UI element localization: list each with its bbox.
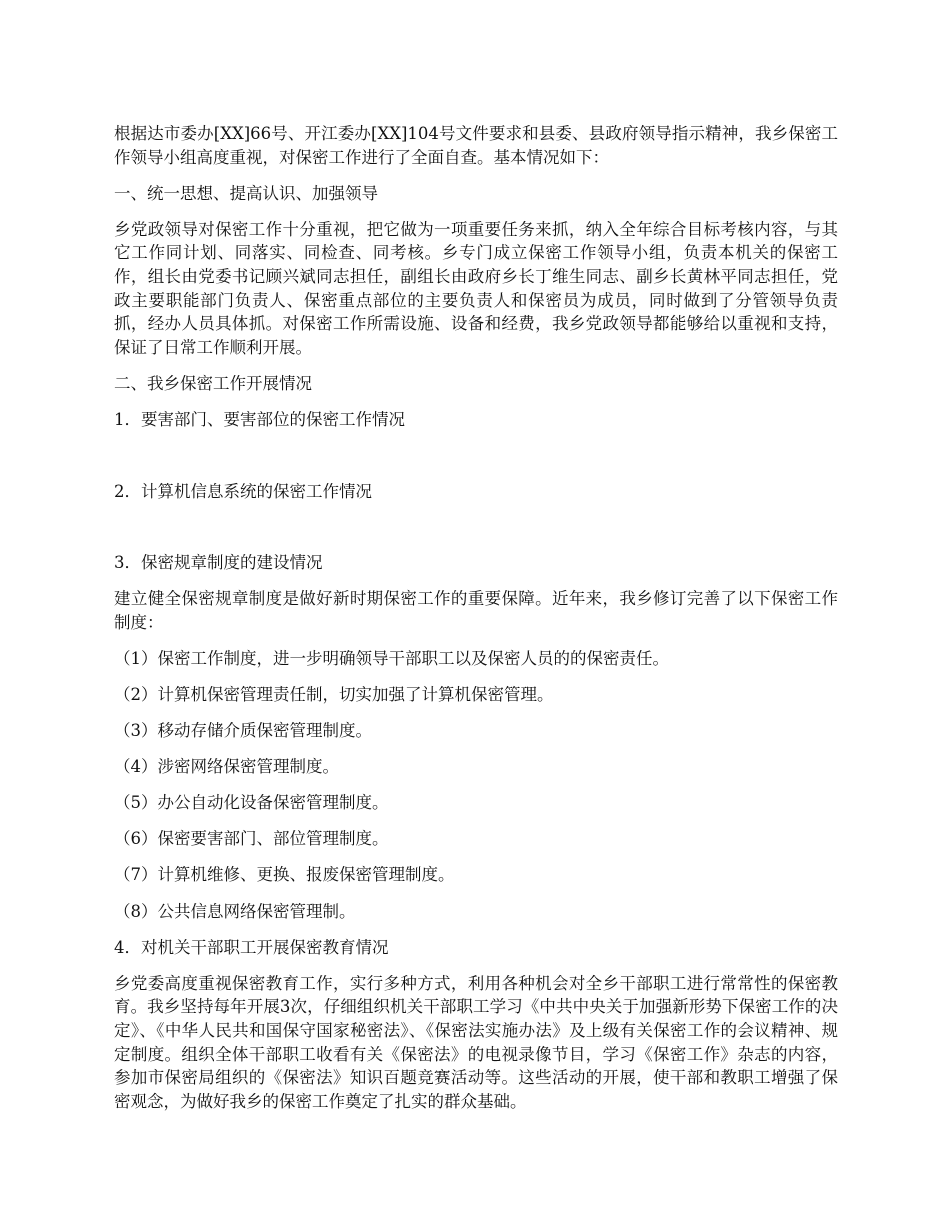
subsection-4-heading: 4．对机关干部职工开展保密教育情况 (114, 937, 389, 957)
rule-item: （6）保密要害部门、部位管理制度。 (114, 829, 389, 849)
subsection-1-heading: 1．要害部门、要害部位的保密工作情况 (114, 409, 405, 429)
rule-item: （1）保密工作制度，进一步明确领导干部职工以及保密人员的的保密责任。 (114, 648, 669, 668)
subsection-3-body: 建立健全保密规章制度是做好新时期保密工作的重要保障。近年来，我乡修订完善了以下保密工作制度： (114, 589, 838, 632)
subsection-2-heading: 2．计算机信息系统的保密工作情况 (114, 481, 372, 501)
subsection-4-body: 乡党委高度重视保密教育工作，实行多种方式，利用各种机会对全乡干部职工进行常常性的保密教育。我乡坚持每年开展3次，仔细组织机关干部职工学习《中共中央关于加强新形势下保密工作的决定》、《中华人民共和国保守国家秘密法》、《保密法实施办法》及上级有关保密工作的会议精神、规定制度。组织全体干部职工收看有关《保密法》的电视录像节目，学习《保密工作》杂志的内容，参加市保密局组织的《保密法》知识百题竞赛活动等。这些活动的开展，使干部和教职工增强了保密观念，为做好我乡的保密工作奠定了扎实的群众基础。 (114, 973, 838, 1111)
section-1-body: 乡党政领导对保密工作十分重视，把它做为一项重要任务来抓，纳入全年综合目标考核内容，与其它工作同计划、同落实、同检查、同考核。乡专门成立保密工作领导小组，负责本机关的保密工作，组长由党委书记顾兴斌同志担任，副组长由政府乡长丁维生同志、副乡长黄林平同志担任，党政主要职能部门负责人、保密重点部位的主要负责人和保密员为成员，同时做到了分管领导负责抓，经办人员具体抓。对保密工作所需设施、设备和经费，我乡党政领导都能够给以重视和支持，保证了日常工作顺利开展。 (114, 219, 838, 357)
rule-item: （7）计算机维修、更换、报废保密管理制度。 (114, 865, 455, 885)
document-page (114, 122, 838, 1113)
section-1-heading: 一、统一思想、提高认识、加强领导 (114, 183, 378, 203)
subsection-3-heading: 3．保密规章制度的建设情况 (114, 553, 323, 573)
rule-item: （2）计算机保密管理责任制，切实加强了计算机保密管理。 (114, 685, 554, 704)
intro-paragraph: 根据达市委办[XX]66号、开江委办[XX]104号文件要求和县委、县政府领导指示精神，我乡保密工作领导小组高度重视，对保密工作进行了全面自查。基本情况如下： (114, 124, 838, 167)
rule-item: （5）办公自动化设备保密管理制度。 (114, 793, 389, 813)
rule-item: （3）移动存储介质保密管理制度。 (114, 721, 372, 741)
rule-item: （8）公共信息网络保密管理制。 (114, 901, 356, 921)
rule-item: （4）涉密网络保密管理制度。 (114, 757, 339, 777)
section-2-heading: 二、我乡保密工作开展情况 (114, 373, 312, 393)
